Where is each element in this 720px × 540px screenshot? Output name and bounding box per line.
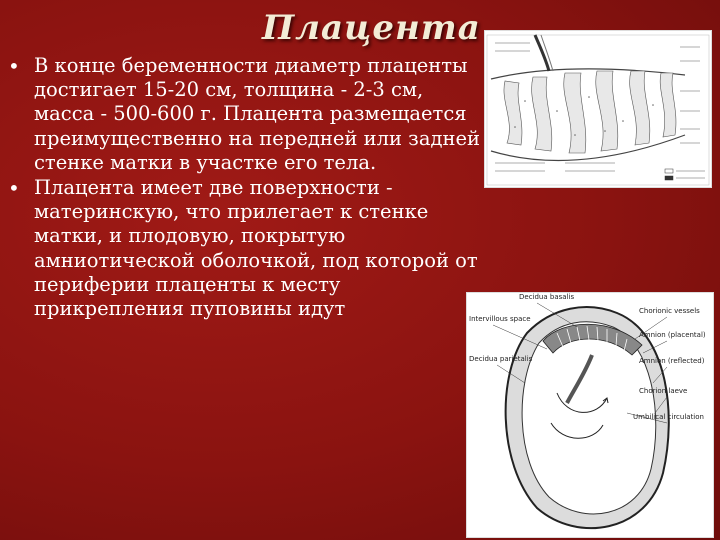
bullet-marker: • [8,176,20,201]
label-amnion-placental: Amnion (placental) [639,331,706,339]
label-intervillous-space: Intervillous space [469,315,531,323]
bullet-text: Плацента имеет две поверхности - материнскую, что прилегает к стенке матки, и плодовую, покрытую амниотической оболочкой, под которой от периферии плаценты к месту прикрепления пуповины идут [34,176,478,321]
uterus-diagram-drawing [467,293,713,537]
label-chorion-laeve: Chorion laeve [639,387,688,395]
label-decidua-parietalis: Decidua parietalis [469,355,533,363]
bullet-list [0,54,480,322]
bullet-item [0,54,480,175]
bullet-marker: • [8,54,20,78]
placenta-cross-section-figure [484,30,712,188]
bullet-item [0,176,480,321]
slide-title: Плацента [262,8,481,48]
bullet-text: В конце беременности диаметр плаценты достигает 15-20 см, толщина - 2-3 см, масса - 500-600 г. Плацента размещается преимущественно на передней или задней стенке матки в участке его тела. [34,54,480,174]
placenta-cross-section-drawing [485,31,711,187]
label-umbilical-circulation: Umbilical circulation [633,413,704,421]
label-chorionic-vessels: Chorionic vessels [639,307,700,315]
uterus-diagram-figure [466,292,714,538]
label-amnion-reflected: Amnion (reflected) [639,357,705,365]
label-decidua-basalis: Decidua basalis [519,293,575,301]
